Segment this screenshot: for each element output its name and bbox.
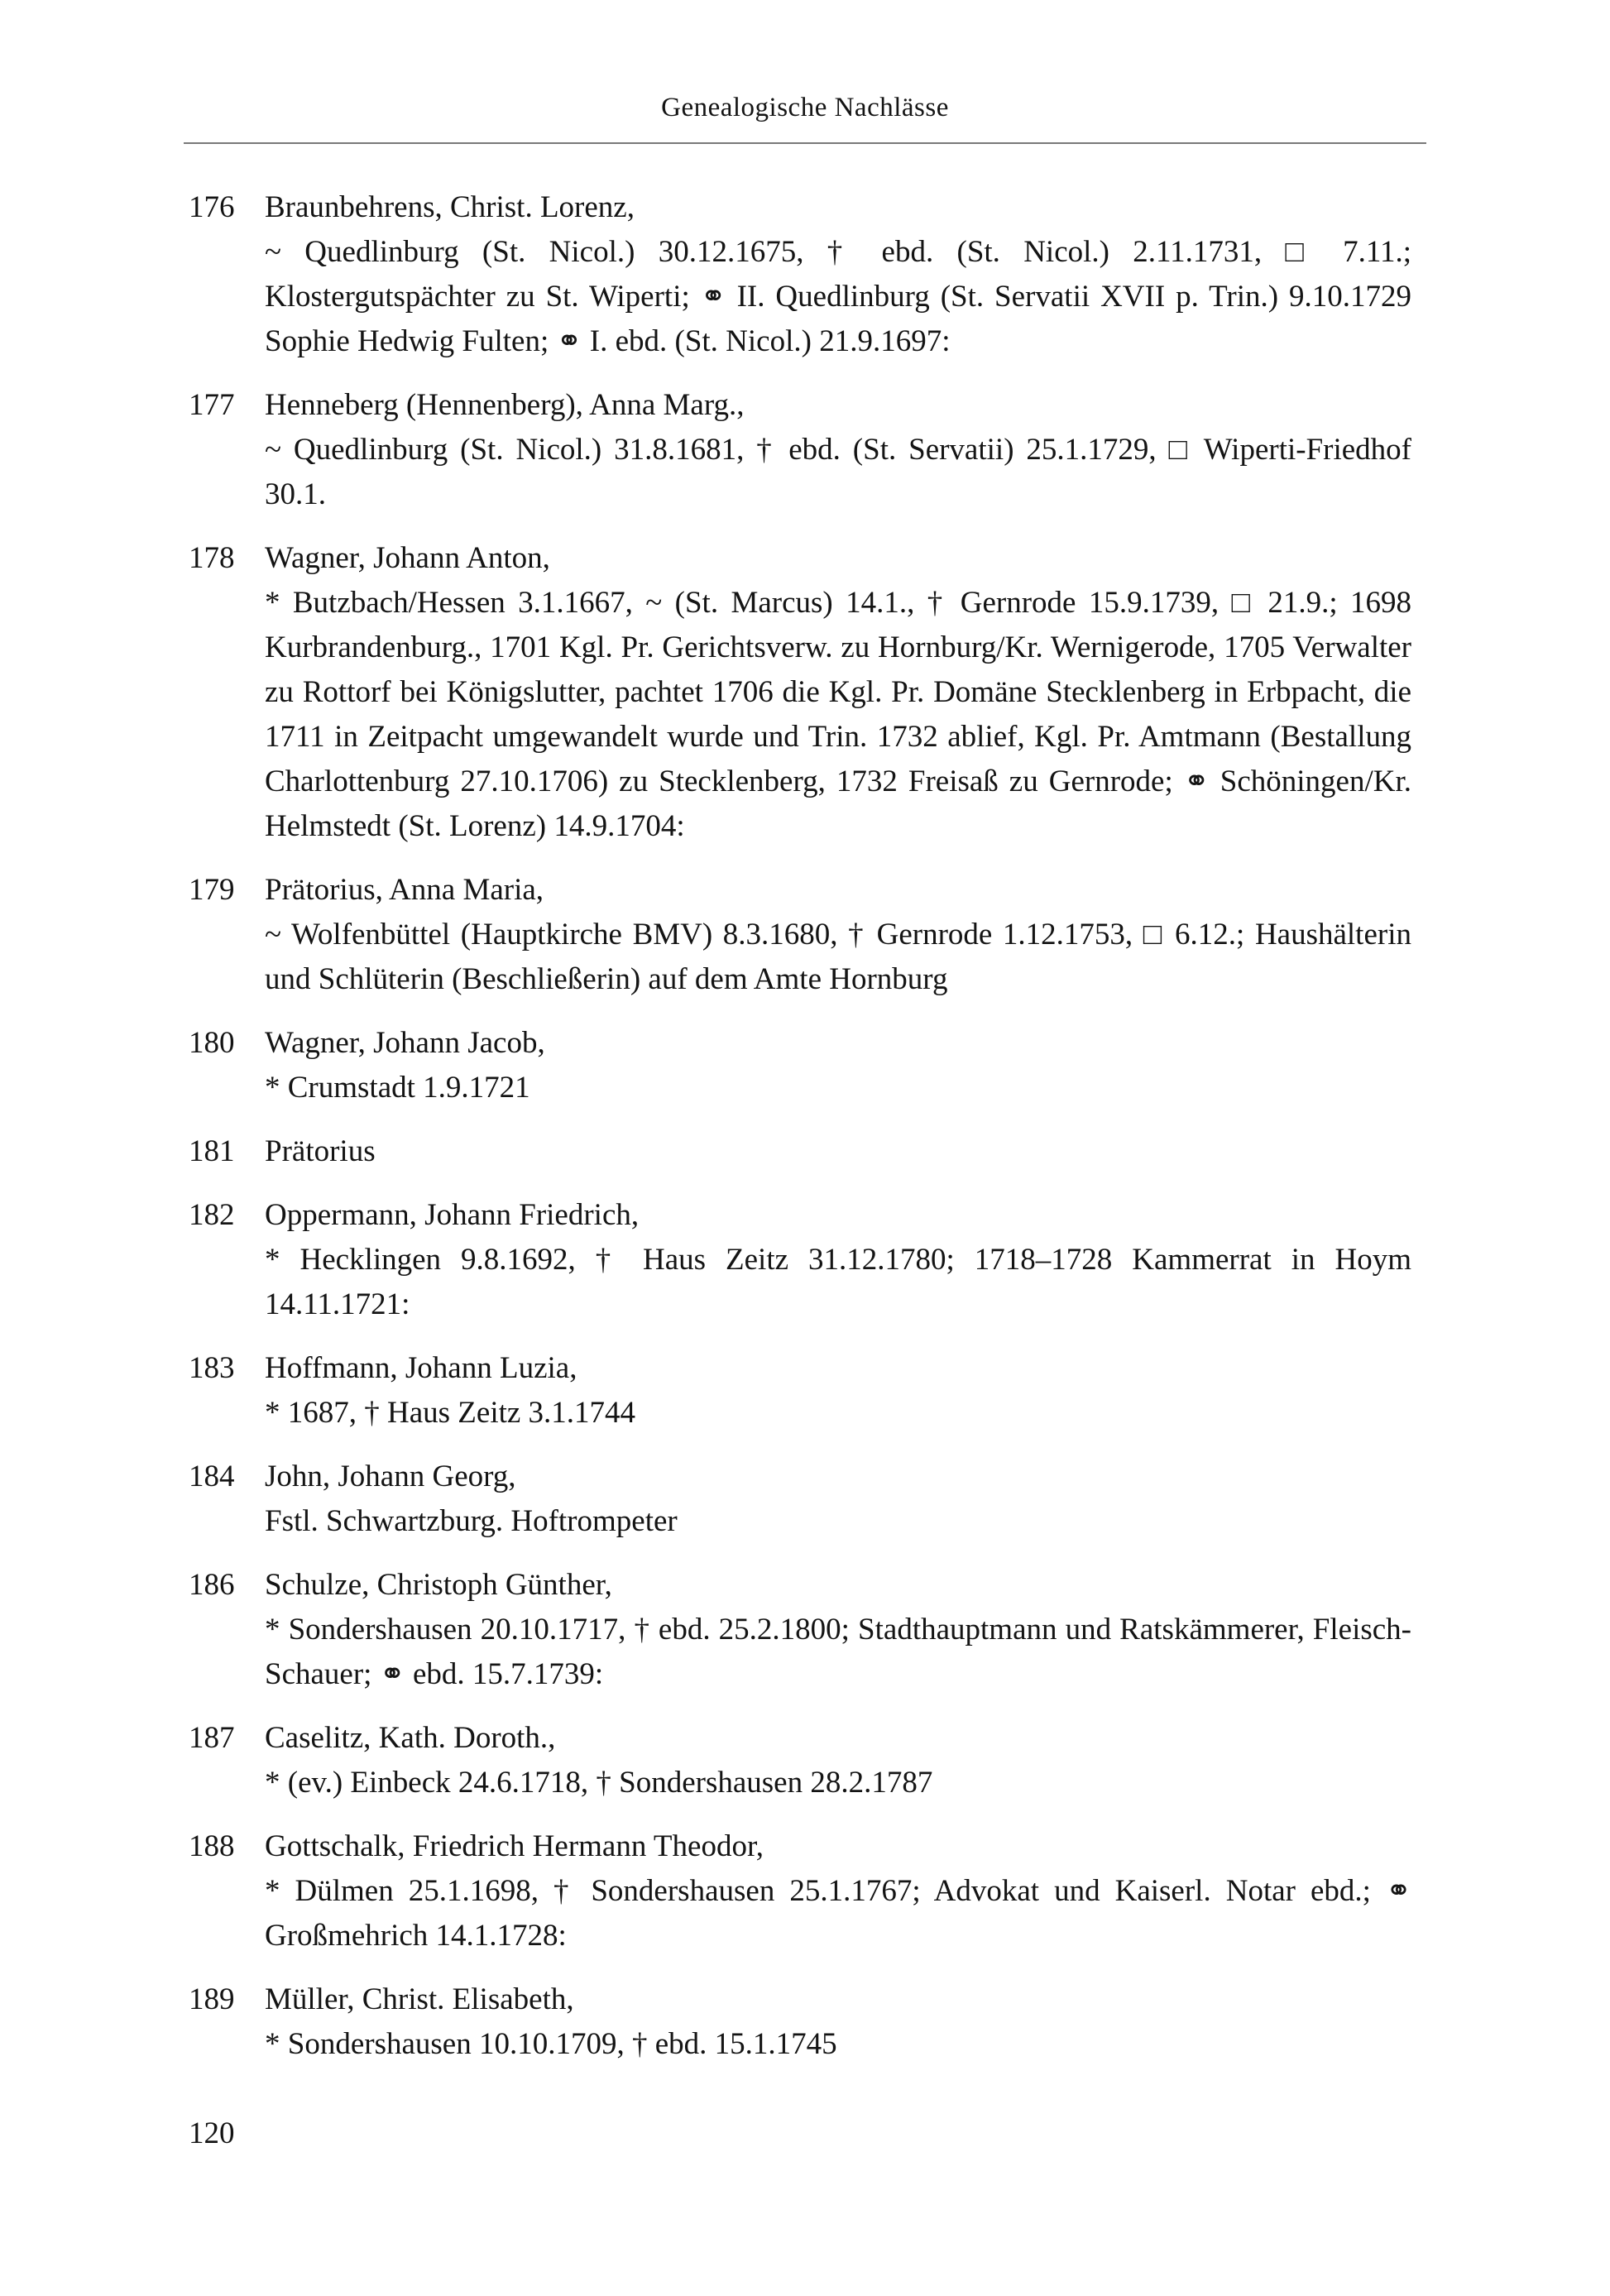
entry-name: Müller, Christ. Elisabeth,: [265, 1982, 574, 2016]
entry-name: Henneberg (Hennenberg), Anna Marg.,: [265, 388, 745, 422]
entry-number: 188: [189, 1829, 235, 1863]
entry-body: [265, 1193, 1411, 1327]
entry-number: 181: [189, 1134, 235, 1168]
entry-number: 176: [189, 190, 235, 224]
entry-name: Gottschalk, Friedrich Hermann Theodor,: [265, 1829, 764, 1863]
genealogy-entry: [189, 1563, 1411, 1697]
genealogy-entry: [189, 1824, 1411, 1958]
entry-details: ~ Wolfenbüttel (Hauptkirche BMV) 8.3.1680, † Gernrode 1.12.1753, □ 6.12.; Haushälterin und Schlüterin (Beschließerin) auf dem Amte Hornburg: [265, 918, 1411, 996]
entry-number: 177: [189, 388, 235, 422]
entry-name: Oppermann, Johann Friedrich,: [265, 1198, 640, 1232]
entry-details: * Sondershausen 10.10.1709, † ebd. 15.1.1745: [265, 2027, 837, 2061]
entry-name: Caselitz, Kath. Doroth.,: [265, 1721, 556, 1755]
entry-name: Prätorius, Anna Maria,: [265, 873, 544, 907]
entry-details: * 1687, † Haus Zeitz 3.1.1744: [265, 1396, 636, 1430]
genealogy-entry: [189, 185, 1411, 364]
entry-name: Schulze, Christoph Günther,: [265, 1568, 612, 1602]
entry-number: 186: [189, 1568, 235, 1602]
genealogy-entry: [189, 1977, 1411, 2067]
entry-number: 183: [189, 1351, 235, 1385]
entry-number: 178: [189, 541, 235, 575]
entry-body: [265, 536, 1411, 849]
entry-body: [265, 1716, 1411, 1805]
entry-number: 189: [189, 1982, 235, 2016]
entry-details: * Hecklingen 9.8.1692, † Haus Zeitz 31.12.1780; 1718–1728 Kammerrat in Hoym 14.11.1721:: [265, 1243, 1411, 1321]
entries: [189, 185, 1411, 2086]
genealogy-entry: [189, 1129, 1411, 1174]
genealogy-entry: [189, 1021, 1411, 1110]
entry-body: [265, 185, 1411, 364]
genealogy-entry: [189, 1716, 1411, 1805]
entry-body: [265, 1977, 1411, 2067]
entry-name: Prätorius: [265, 1134, 376, 1168]
entry-details: * Dülmen 25.1.1698, † Sondershausen 25.1.1767; Advokat und Kaiserl. Notar ebd.; ⚭ Großmehrich 14.1.1728:: [265, 1874, 1411, 1953]
entry-number: 180: [189, 1026, 235, 1060]
entry-body: [265, 1129, 1411, 1174]
entry-details: * (ev.) Einbeck 24.6.1718, † Sondershausen 28.2.1787: [265, 1766, 933, 1800]
entry-body: [265, 1346, 1411, 1436]
entry-name: Braunbehrens, Christ. Lorenz,: [265, 190, 635, 224]
entry-details: * Sondershausen 20.10.1717, † ebd. 25.2.1800; Stadthauptmann und Ratskämmerer, Fleisch-Schauer; ⚭ ebd. 15.7.1739:: [265, 1613, 1411, 1691]
page-header: Genealogische Nachlässe: [661, 93, 949, 122]
entry-name: John, Johann Georg,: [265, 1460, 516, 1493]
page-number: 120: [189, 2116, 235, 2150]
entry-body: [265, 1824, 1411, 1958]
genealogy-entry: [189, 1346, 1411, 1436]
entry-details: ~ Quedlinburg (St. Nicol.) 31.8.1681, † ebd. (St. Servatii) 25.1.1729, □ Wiperti-Friedhof 30.1.: [265, 433, 1411, 511]
entry-name: Wagner, Johann Anton,: [265, 541, 550, 575]
header-rule: [184, 142, 1426, 144]
entry-body: [265, 1021, 1411, 1110]
entry-body: [265, 1563, 1411, 1697]
entry-number: 184: [189, 1460, 235, 1493]
entry-number: 182: [189, 1198, 235, 1232]
entry-number: 187: [189, 1721, 235, 1755]
entry-body: [265, 1455, 1411, 1544]
entry-name: Wagner, Johann Jacob,: [265, 1026, 545, 1060]
genealogy-entry: [189, 536, 1411, 849]
entry-details: * Butzbach/Hessen 3.1.1667, ~ (St. Marcus) 14.1., † Gernrode 15.9.1739, □ 21.9.; 1698 Kurbrandenburg., 1701 Kgl. Pr. Gerichtsverw. zu Hornburg/Kr. Wernigerode, 1705 Verwalter zu Rottorf bei Königslutter, pachtet 1706 die Kgl. Pr. Domäne Stecklenberg in Erbpacht, die 1711 in Zeitpacht umgewandelt wurde und Trin. 1732 ablief, Kgl. Pr. Amtmann (Bestallung Charlottenburg 27.10.1706) zu Stecklenberg, 1732 Freisaß zu Gernrode; ⚭ Schöningen/Kr. Helmstedt (St. Lorenz) 14.9.1704:: [265, 586, 1411, 843]
entry-details: Fstl. Schwartzburg. Hoftrompeter: [265, 1504, 678, 1538]
entry-details: * Crumstadt 1.9.1721: [265, 1071, 530, 1105]
entry-number: 179: [189, 873, 235, 907]
genealogy-entry: [189, 1193, 1411, 1327]
genealogy-entry: [189, 868, 1411, 1002]
entry-details: ~ Quedlinburg (St. Nicol.) 30.12.1675, † ebd. (St. Nicol.) 2.11.1731, □ 7.11.; Klostergutspächter zu St. Wiperti; ⚭ II. Quedlinburg (St. Servatii XVII p. Trin.) 9.10.1729 Sophie Hedwig Fulten; ⚭ I. ebd. (St. Nicol.) 21.9.1697:: [265, 235, 1411, 358]
entry-body: [265, 383, 1411, 517]
genealogy-entry: [189, 383, 1411, 517]
entry-name: Hoffmann, Johann Luzia,: [265, 1351, 577, 1385]
entry-body: [265, 868, 1411, 1002]
genealogy-entry: [189, 1455, 1411, 1544]
